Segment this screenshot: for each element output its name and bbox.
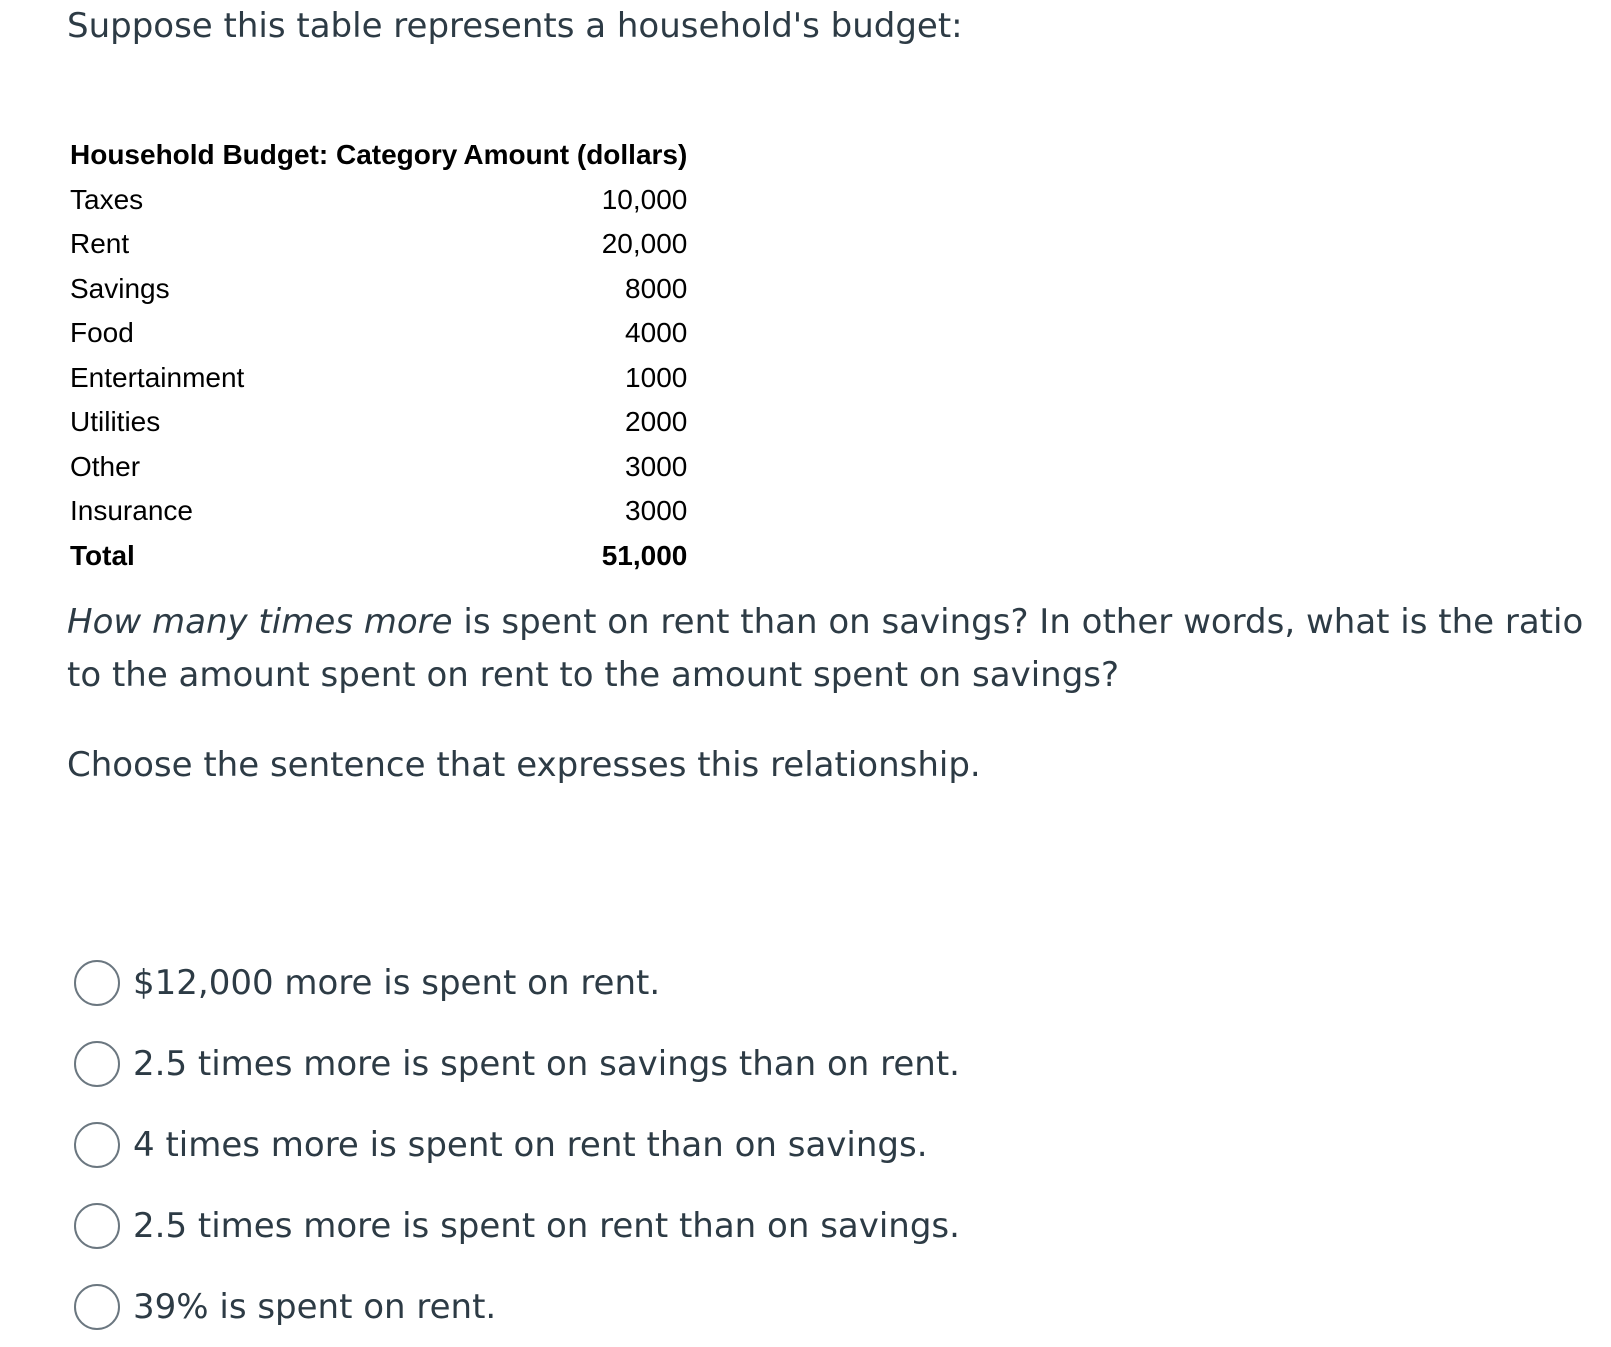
answer-option[interactable] <box>74 1023 960 1104</box>
answer-option[interactable] <box>74 1104 960 1185</box>
row-category: Food <box>70 317 134 348</box>
radio-button[interactable] <box>74 1122 120 1168</box>
radio-button[interactable] <box>74 1203 120 1249</box>
row-amount: 1000 <box>625 361 688 393</box>
instruction-text: Choose the sentence that expresses this relationship. <box>67 745 981 785</box>
answer-option[interactable] <box>74 1266 960 1347</box>
header-category: Household Budget: Category <box>70 139 458 170</box>
answer-option[interactable] <box>74 1185 960 1266</box>
row-category: Rent <box>70 228 130 259</box>
table-row <box>70 267 687 312</box>
row-amount: 8000 <box>625 272 688 304</box>
table-row <box>70 178 687 223</box>
table-total-row <box>70 534 687 579</box>
row-amount: 3000 <box>625 495 688 526</box>
table-row <box>70 356 687 401</box>
table-row <box>70 400 687 445</box>
table-row <box>70 489 687 534</box>
total-amount: 51,000 <box>601 539 688 571</box>
row-amount: 10,000 <box>601 183 688 215</box>
row-category: Insurance <box>70 495 193 526</box>
option-label[interactable]: 39% is spent on rent. <box>133 1286 497 1327</box>
answer-options <box>74 942 960 1347</box>
answer-option[interactable] <box>74 942 960 1023</box>
row-amount: 20,000 <box>601 228 688 259</box>
table-header-row <box>70 133 687 178</box>
radio-button[interactable] <box>74 1284 120 1330</box>
option-label[interactable]: $12,000 more is spent on rent. <box>133 962 661 1003</box>
total-label: Total <box>70 539 135 571</box>
option-label[interactable]: 4 times more is spent on rent than on savings. <box>133 1124 928 1165</box>
row-amount: 2000 <box>625 406 688 437</box>
question-rest: is spent on rent than on savings? In other words, what is the ratio to the amount spent on rent to the amount spent on savings? <box>67 602 1584 695</box>
row-category: Savings <box>70 272 170 304</box>
question-emphasis: How many times more <box>67 602 453 642</box>
row-category: Entertainment <box>70 361 245 393</box>
header-amount: Amount (dollars) <box>463 139 688 170</box>
row-amount: 3000 <box>625 450 688 482</box>
budget-table <box>70 133 687 578</box>
question-text <box>67 596 1587 702</box>
radio-button[interactable] <box>74 1041 120 1087</box>
intro-text: Suppose this table represents a household's budget: <box>67 6 963 46</box>
option-label[interactable]: 2.5 times more is spent on rent than on savings. <box>133 1205 960 1246</box>
table-row <box>70 445 687 490</box>
radio-button[interactable] <box>74 960 120 1006</box>
row-amount: 4000 <box>625 317 688 348</box>
row-category: Other <box>70 450 141 482</box>
row-category: Taxes <box>70 183 144 215</box>
row-category: Utilities <box>70 406 161 437</box>
option-label[interactable]: 2.5 times more is spent on savings than on rent. <box>133 1043 960 1084</box>
table-row <box>70 222 687 267</box>
table-row <box>70 311 687 356</box>
